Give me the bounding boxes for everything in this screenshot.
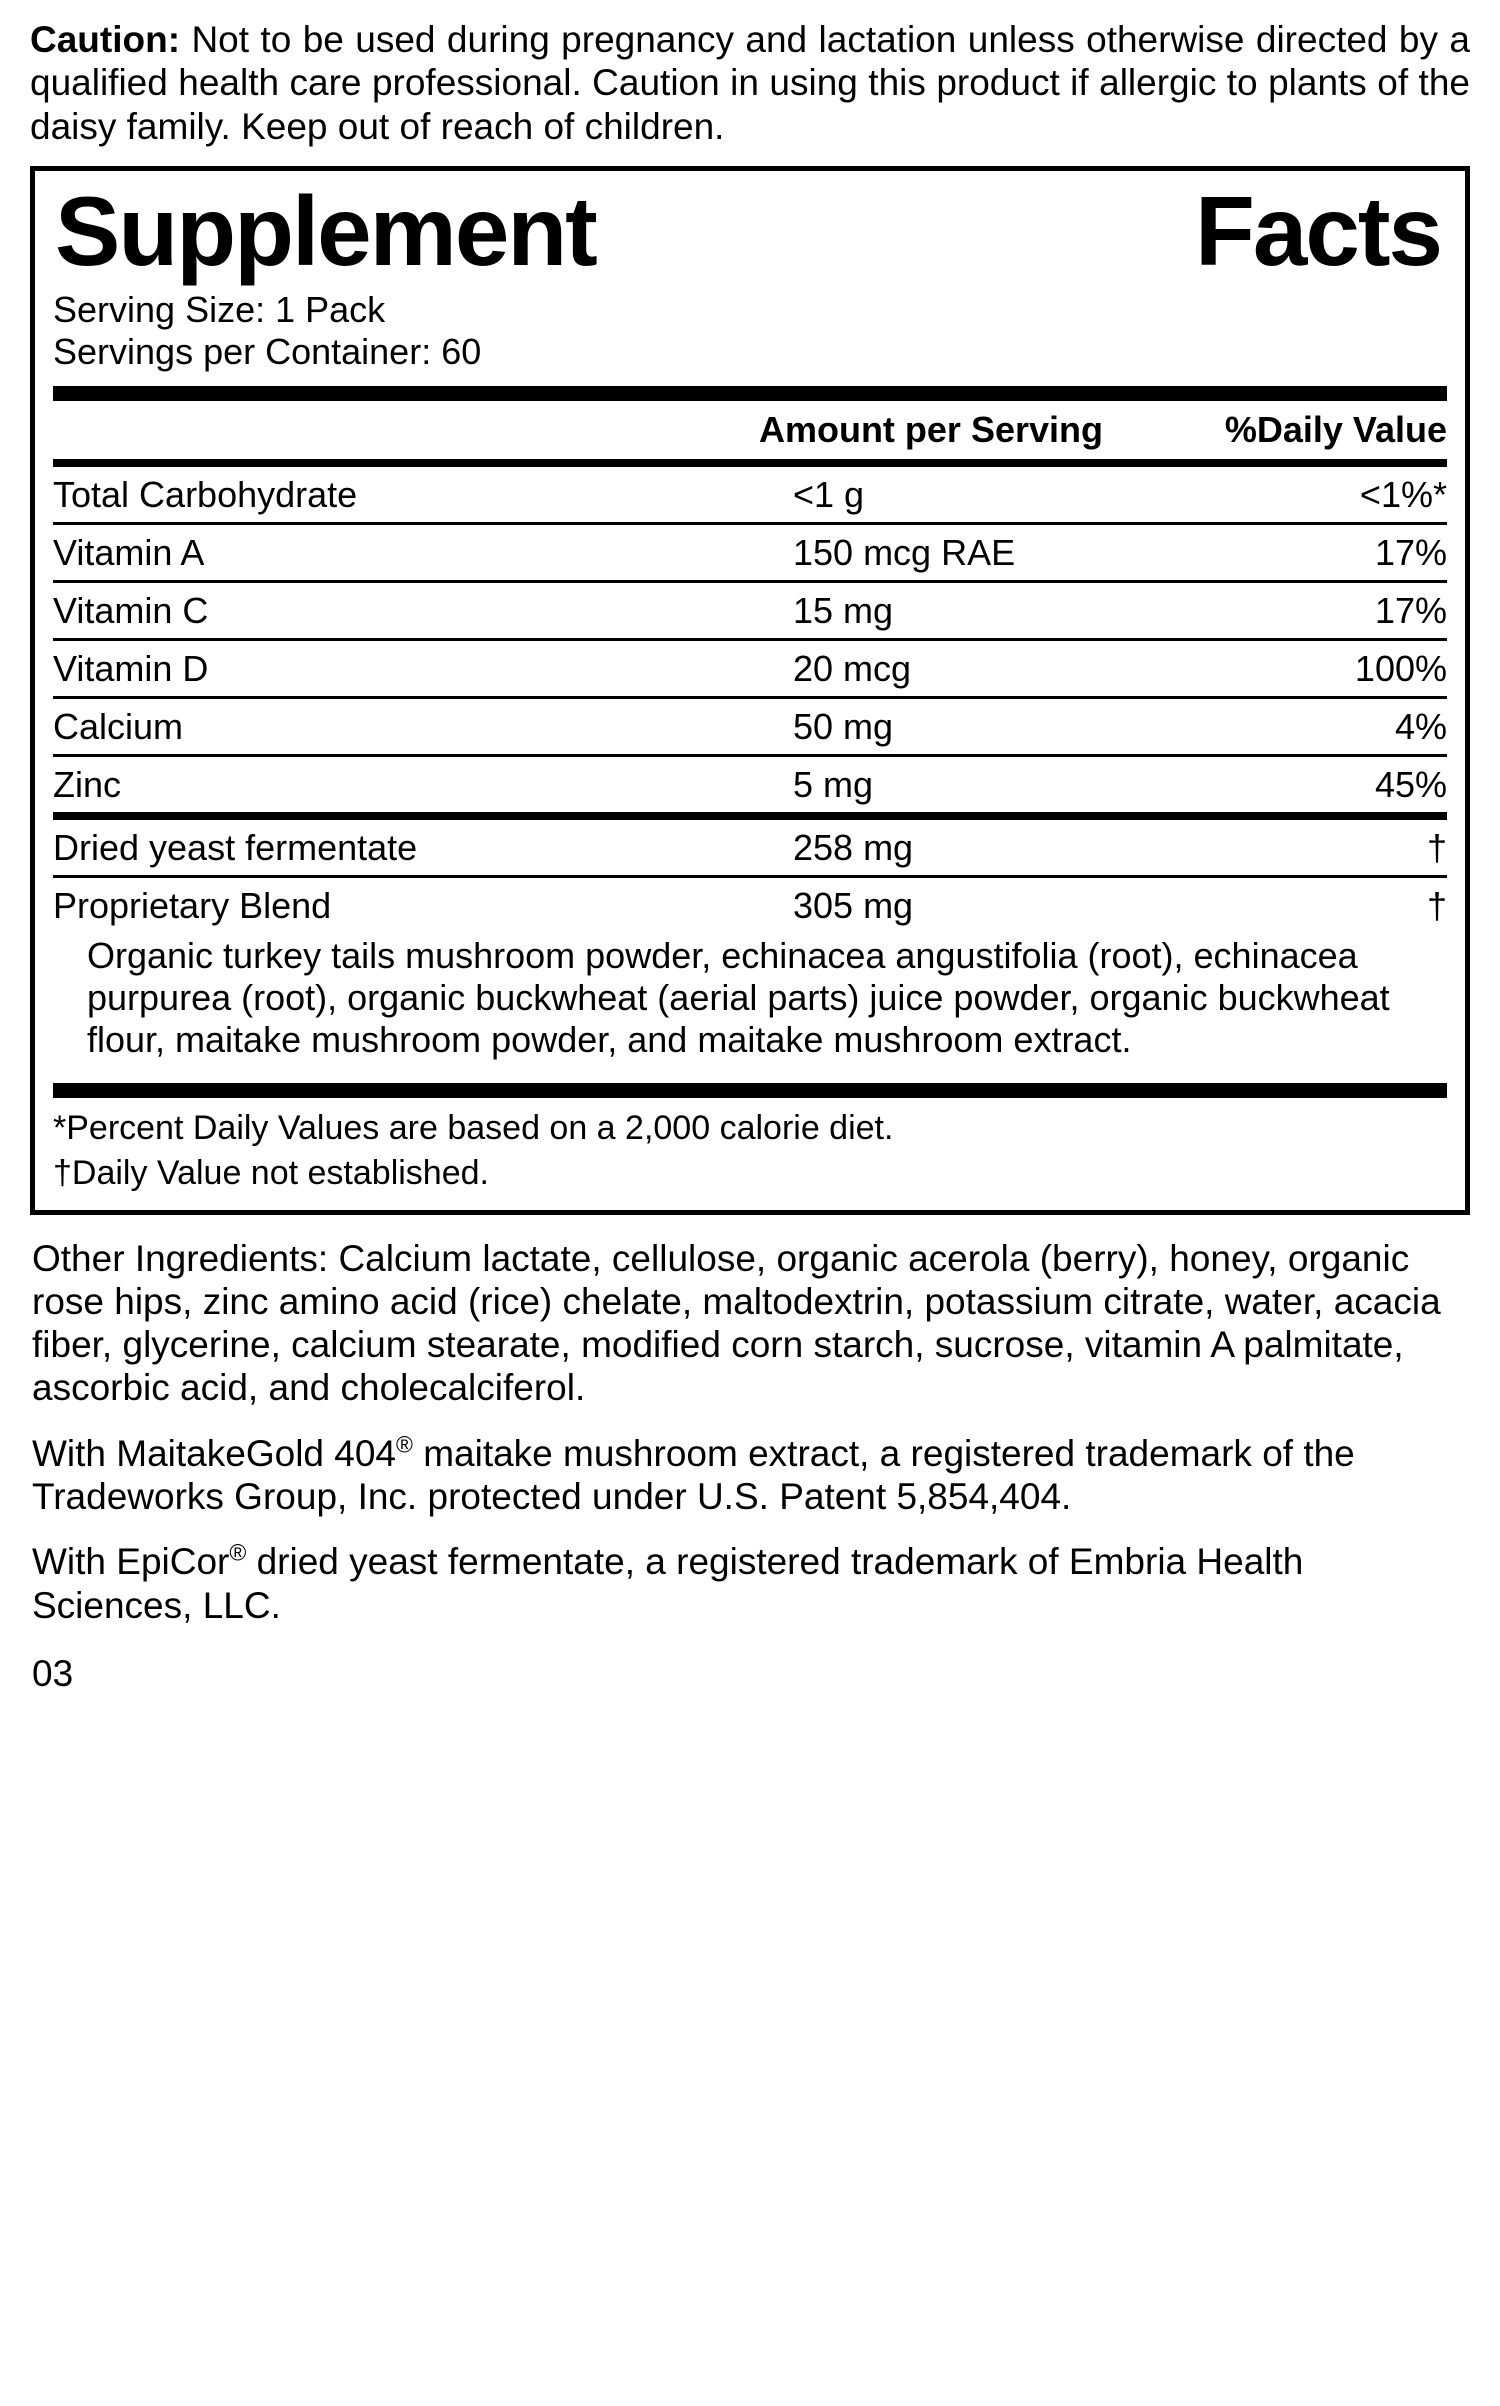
table-row xyxy=(53,878,1447,933)
nutrient-dv: 100% xyxy=(1354,647,1447,689)
maitake-text-pre: With MaitakeGold 404 xyxy=(32,1432,397,1474)
rule-top-thick xyxy=(53,386,1447,401)
nutrient-name: Zinc xyxy=(53,763,122,805)
rule-under-nutrients xyxy=(53,812,1447,820)
proprietary-blend-dv: † xyxy=(1426,884,1447,926)
maitake-text-post: maitake mushroom extract, a registered trademark of the Tradeworks Group, Inc. protected under U.S. Patent 5,854,404. xyxy=(32,1432,1355,1518)
caution-paragraph xyxy=(30,18,1470,148)
table-row xyxy=(53,699,1447,754)
nutrient-name: Calcium xyxy=(53,705,184,747)
title-facts: Facts xyxy=(1194,175,1441,286)
rule-bottom-thick xyxy=(53,1083,1447,1098)
table-row xyxy=(53,757,1447,812)
nutrient-dv: 4% xyxy=(1394,705,1447,747)
nutrient-name: Vitamin D xyxy=(53,647,209,689)
nutrient-name: Total Carbohydrate xyxy=(53,473,358,515)
nutrient-amount: 20 mcg xyxy=(793,647,912,689)
epicor-text-post: dried yeast fermentate, a registered trademark of Embria Health Sciences, LLC. xyxy=(32,1541,1304,1626)
ingredient-amount: 258 mg xyxy=(793,826,914,868)
nutrient-amount: 150 mcg RAE xyxy=(793,531,1016,573)
title-supplement: Supplement xyxy=(55,175,596,286)
servings-per-container: Servings per Container: 60 xyxy=(53,331,482,373)
proprietary-blend-amount: 305 mg xyxy=(793,884,914,926)
nutrient-dv: 17% xyxy=(1374,531,1447,573)
proprietary-blend-description: Organic turkey tails mushroom powder, echinacea angustifolia (root), echinacea purpurea (root), organic buckwheat (aerial parts) juice powder, organic buckwheat flour, maitake mushroom powder, and maitake mushroom extract. xyxy=(87,934,1390,1060)
footnote-daily-values: *Percent Daily Values are based on a 2,000 calorie diet. xyxy=(53,1109,894,1148)
nutrient-amount: <1 g xyxy=(793,473,865,515)
footnote-dv-not-established: †Daily Value not established. xyxy=(53,1153,489,1192)
header-daily-value: %Daily Value xyxy=(1224,408,1447,450)
epicor-text-pre: With EpiCor xyxy=(32,1541,230,1583)
table-row xyxy=(53,525,1447,580)
other-ingredients: Other Ingredients: Calcium lactate, cellulose, organic acerola (berry), honey, organic rose hips, zinc amino acid (rice) chelate, maltodextrin, potassium citrate, water, acacia fiber, glycerine, calcium stearate, modified corn starch, sucrose, vitamin A palmitate, ascorbic acid, and cholecalciferol. xyxy=(32,1237,1441,1409)
table-row xyxy=(53,641,1447,696)
caution-label: Caution: xyxy=(30,19,181,60)
supplement-facts-panel xyxy=(30,166,1470,1215)
nutrient-dv: 45% xyxy=(1374,763,1447,805)
table-row xyxy=(53,820,1447,875)
caution-text: Not to be used during pregnancy and lactation unless otherwise directed by a qualified health care professional. Caution in using this product if allergic to plants of the daisy family. Keep out of reach of children. xyxy=(30,19,1470,147)
ingredient-dv: † xyxy=(1426,826,1447,868)
page-number: 03 xyxy=(32,1652,74,1694)
supplement-facts-title xyxy=(53,175,1447,286)
header-amount-per-serving: Amount per Serving xyxy=(758,408,1103,450)
header-blank xyxy=(53,409,598,451)
nutrient-amount: 5 mg xyxy=(793,763,874,805)
table-row xyxy=(53,583,1447,638)
nutrient-name: Vitamin A xyxy=(53,531,205,573)
registered-icon: ® xyxy=(229,1539,247,1566)
nutrient-dv: 17% xyxy=(1374,589,1447,631)
rule-under-header xyxy=(53,459,1447,467)
nutrient-amount: 50 mg xyxy=(793,705,894,747)
footnotes xyxy=(53,1098,1447,1196)
proprietary-blend-name: Proprietary Blend xyxy=(53,884,332,926)
epicor-trademark-note xyxy=(32,1540,1468,1627)
table-header-row xyxy=(53,401,1447,459)
maitake-trademark-note xyxy=(32,1432,1468,1519)
label-footer xyxy=(30,1237,1470,1695)
nutrient-dv: <1%* xyxy=(1359,473,1447,515)
table-row xyxy=(53,467,1447,522)
ingredient-name: Dried yeast fermentate xyxy=(53,826,418,868)
nutrient-name: Vitamin C xyxy=(53,589,209,631)
serving-size: Serving Size: 1 Pack xyxy=(53,288,386,330)
registered-icon: ® xyxy=(396,1431,413,1458)
nutrient-amount: 15 mg xyxy=(793,589,894,631)
